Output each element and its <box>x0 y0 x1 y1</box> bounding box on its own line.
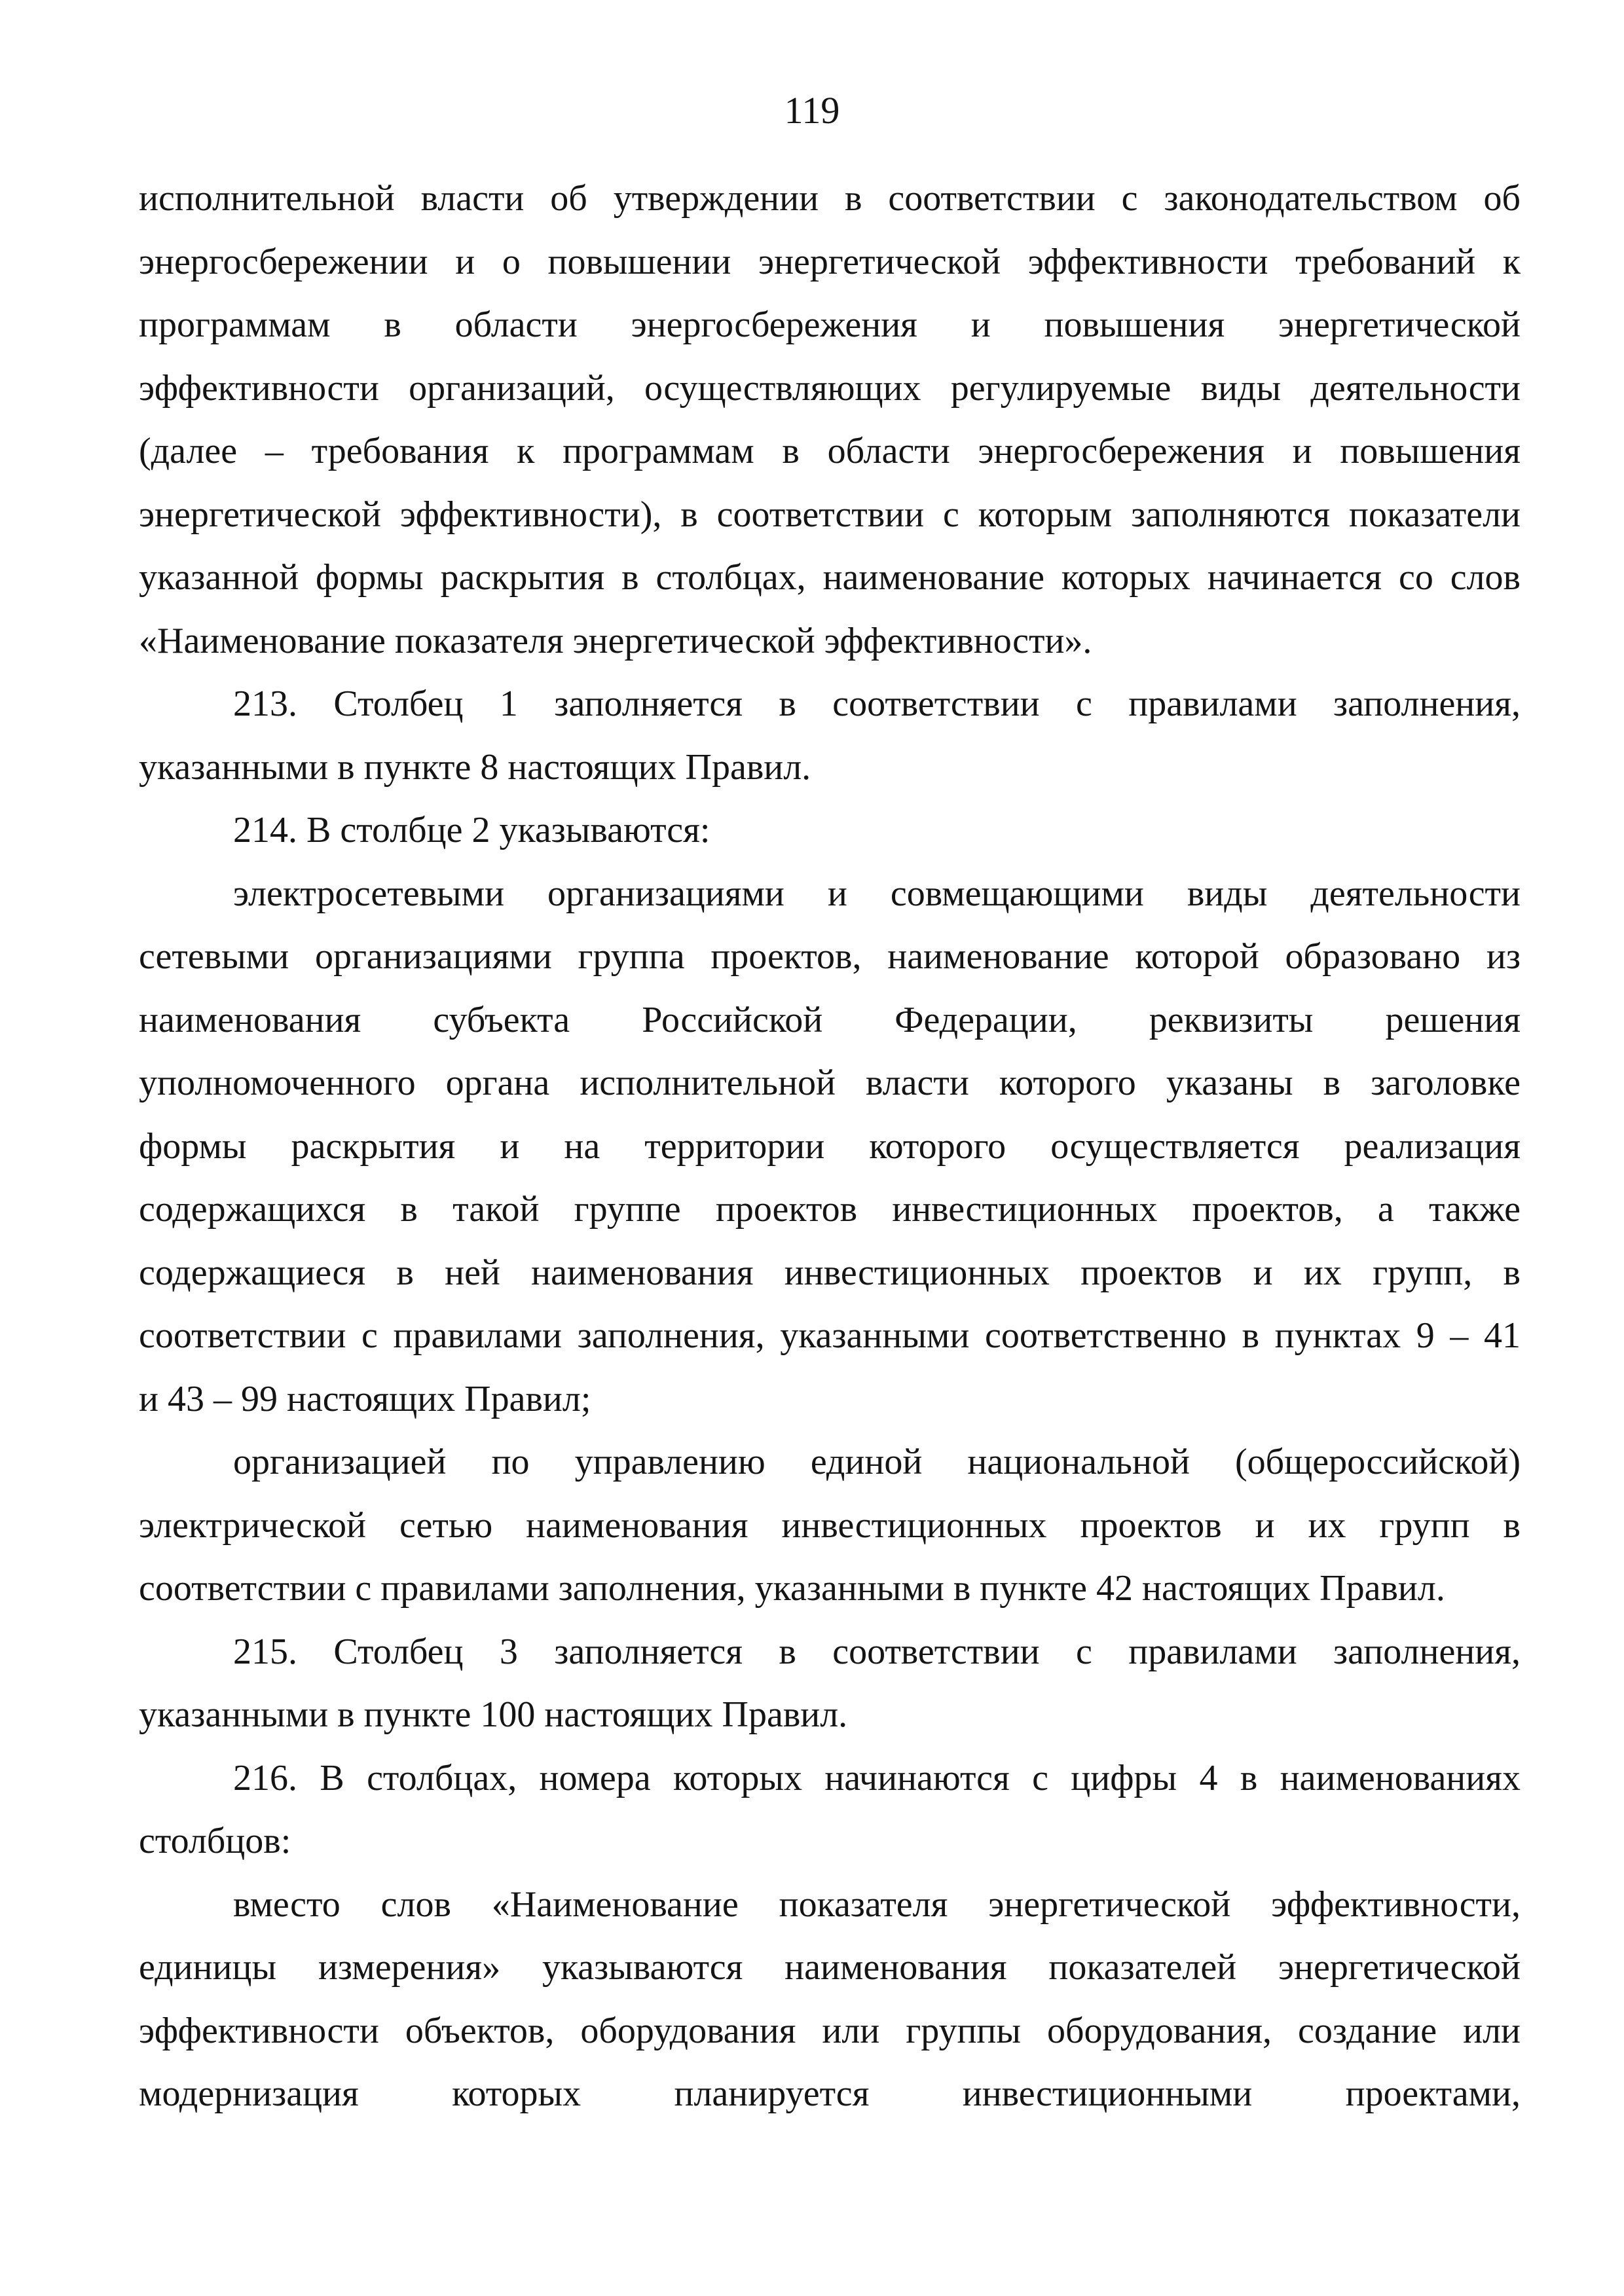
paragraph-215 <box>139 1620 1521 1747</box>
text-line: 213. Столбец 1 заполняется в соответствии с правилами заполнения, <box>233 683 1521 724</box>
text-line: эффективности объектов, оборудования или группы оборудования, создание или <box>139 2010 1521 2051</box>
text-line: исполнительной власти об утверждении в соответствии с законодательством об <box>139 178 1521 219</box>
text-line: программам в области энергосбережения и повышения энергетической <box>139 304 1521 345</box>
paragraph-214-national-grid <box>139 1430 1521 1620</box>
paragraph-214 <box>139 799 1521 862</box>
text-line: наименования субъекта Российской Федерации, реквизиты решения <box>139 999 1521 1040</box>
text-line: указанной формы раскрытия в столбцах, наименование которых начинается со слов <box>139 557 1521 598</box>
paragraph-213 <box>139 672 1521 799</box>
text-line: содержащиеся в ней наименования инвестиционных проектов и их групп, в <box>139 1252 1521 1293</box>
paragraph-214-electric-grid <box>139 862 1521 1431</box>
text-line: «Наименование показателя энергетической эффективности». <box>139 620 1092 661</box>
paragraph-216 <box>139 1747 1521 1873</box>
text-line: электрической сетью наименования инвестиционных проектов и их групп в <box>139 1504 1521 1546</box>
text-line: электросетевыми организациями и совмещающими виды деятельности <box>233 873 1521 914</box>
text-line: 214. В столбце 2 указываются: <box>233 810 710 850</box>
text-line: 216. В столбцах, номера которых начинаются с цифры 4 в наименованиях <box>233 1757 1521 1798</box>
text-line: указанными в пункте 100 настоящих Правил. <box>139 1694 848 1735</box>
text-line: энергетической эффективности), в соответствии с которым заполняются показатели <box>139 494 1521 535</box>
text-line: модернизация которых планируется инвестиционными проектами, <box>139 2073 1521 2114</box>
paragraph-216-instead <box>139 1873 1521 2126</box>
text-line: соответствии с правилами заполнения, указанными соответственно в пунктах 9 – 41 <box>139 1315 1521 1356</box>
text-line: соответствии с правилами заполнения, указанными в пункте 42 настоящих Правил. <box>139 1568 1445 1609</box>
text-line: содержащихся в такой группе проектов инвестиционных проектов, а также <box>139 1189 1521 1230</box>
text-line: единицы измерения» указываются наименования показателей энергетической <box>139 1947 1521 1988</box>
text-line: (далее – требования к программам в области энергосбережения и повышения <box>139 431 1521 471</box>
text-line: 215. Столбец 3 заполняется в соответствии с правилами заполнения, <box>233 1631 1521 1672</box>
page-body <box>139 167 1521 2126</box>
text-line: и 43 – 99 настоящих Правил; <box>139 1378 591 1419</box>
text-line: указанными в пункте 8 настоящих Правил. <box>139 746 811 788</box>
text-line: вместо слов «Наименование показателя энергетической эффективности, <box>233 1884 1521 1925</box>
text-line: столбцов: <box>139 1821 291 1861</box>
page-number: 119 <box>784 89 840 132</box>
text-line: организацией по управлению единой национальной (общероссийской) <box>233 1442 1521 1482</box>
text-line: уполномоченного органа исполнительной власти которого указаны в заголовке <box>139 1063 1521 1103</box>
paragraph-continuation <box>139 167 1521 672</box>
text-line: сетевыми организациями группа проектов, наименование которой образовано из <box>139 936 1521 977</box>
text-line: эффективности организаций, осуществляющих регулируемые виды деятельности <box>139 367 1521 409</box>
text-line: формы раскрытия и на территории которого осуществляется реализация <box>139 1125 1521 1167</box>
text-line: энергосбережении и о повышении энергетической эффективности требований к <box>139 241 1521 282</box>
